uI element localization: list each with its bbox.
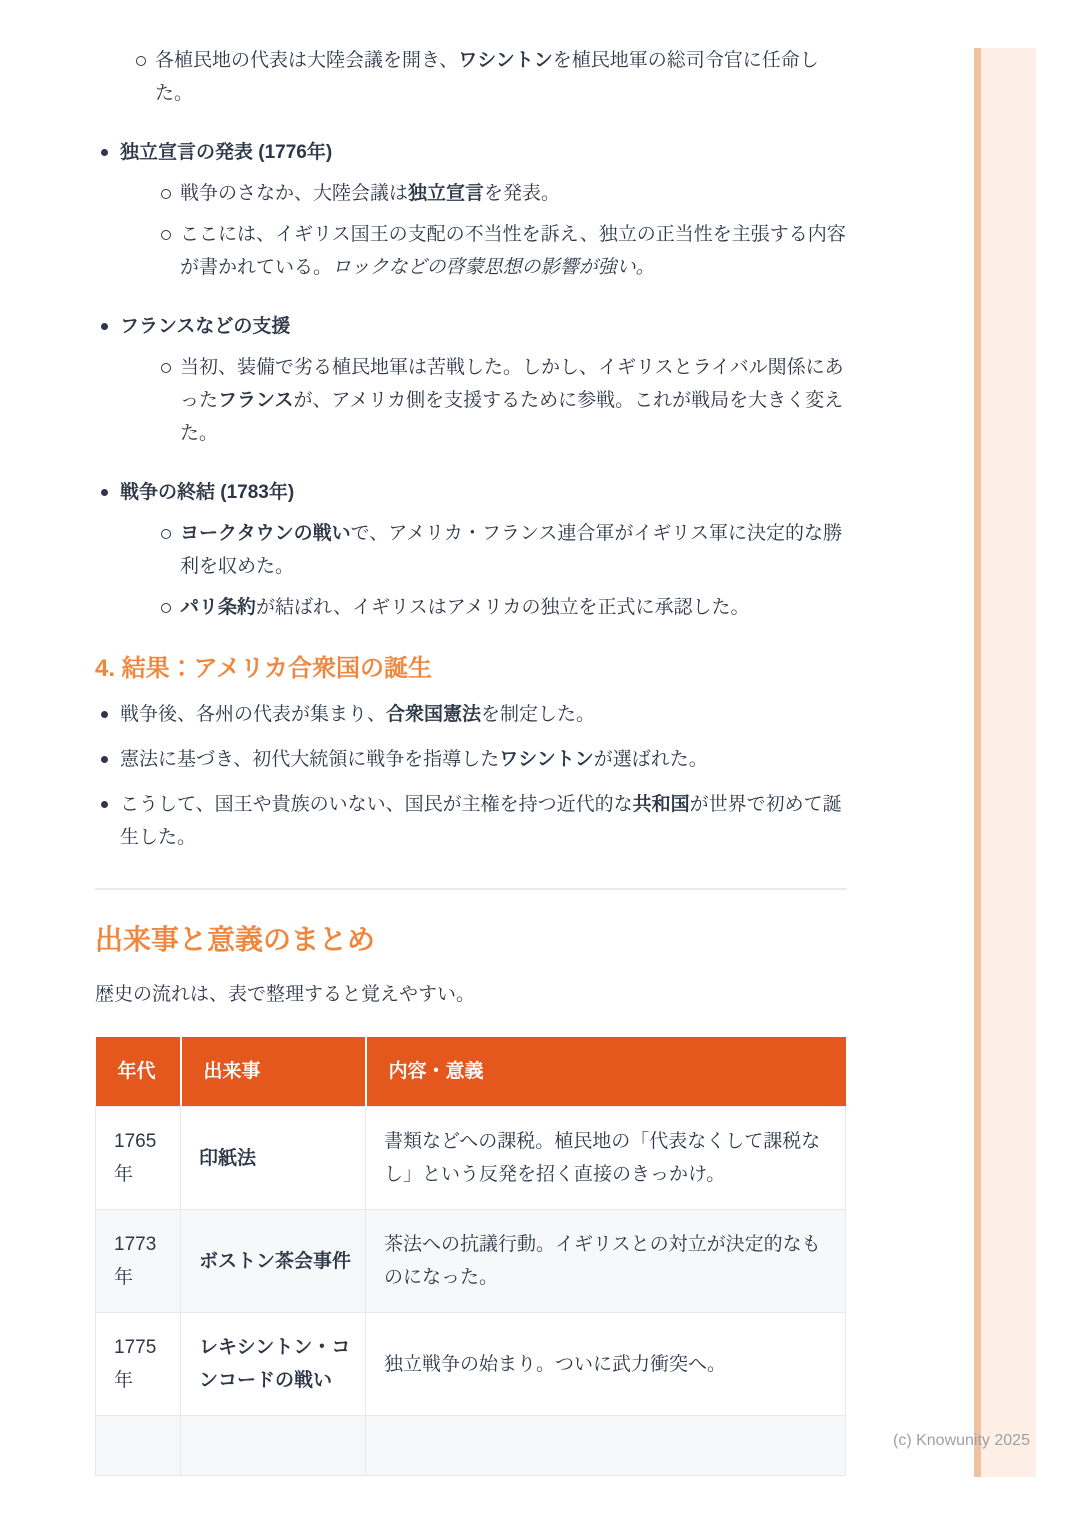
- summary-table: [95, 1037, 846, 1476]
- table-header-event: 出来事: [181, 1037, 366, 1107]
- table-header-meaning: 内容・意義: [366, 1037, 846, 1107]
- war-events-list: [95, 136, 847, 624]
- sublist: [120, 517, 847, 624]
- cell-event: レキシントン・コンコードの戦い: [181, 1313, 366, 1416]
- result-list: [95, 698, 847, 854]
- list-subitem: 当初、装備で劣る植民地軍は苦戦した。しかし、イギリスとライバル関係にあったフランスが、アメリカ側を支援するために参戦。これが戦局を大きく変えた。: [120, 351, 847, 450]
- summary-intro: 歴史の流れは、表で整理すると覚えやすい。: [95, 984, 476, 1005]
- list-item-title: 独立宣言の発表 (1776年): [120, 142, 333, 163]
- list-subitem: ヨークタウンの戦いで、アメリカ・フランス連合軍がイギリス軍に決定的な勝利を収めた。: [120, 517, 847, 583]
- table-row: [96, 1313, 846, 1416]
- list-item: こうして、国王や貴族のいない、国民が主権を持つ近代的な共和国が世界で初めて誕生した。: [95, 788, 847, 854]
- list-item-war-end: [95, 476, 847, 624]
- cell-event: ボストン茶会事件: [181, 1210, 366, 1313]
- cell-year: [96, 1416, 181, 1476]
- copyright-notice: (c) Knowunity 2025: [893, 1432, 1030, 1449]
- table-header-year: 年代: [96, 1037, 181, 1107]
- section-heading-result: 4. 結果：アメリカ合衆国の誕生: [95, 655, 433, 682]
- list-item-title: 戦争の終結 (1783年): [120, 482, 295, 503]
- cell-event: 印紙法: [181, 1107, 366, 1210]
- section-divider: [95, 888, 847, 890]
- list-subitem: ここには、イギリス国王の支配の不当性を訴え、独立の正当性を主張する内容が書かれている。ロックなどの啓蒙思想の影響が強い。: [120, 218, 847, 284]
- cell-desc: 茶法への抗議行動。イギリスとの対立が決定的なものになった。: [366, 1210, 846, 1313]
- cell-year: 1775年: [96, 1313, 181, 1416]
- list-subitem: パリ条約が結ばれ、イギリスはアメリカの独立を正式に承認した。: [120, 591, 847, 624]
- list-subitem: 戦争のさなか、大陸会議は独立宣言を発表。: [120, 177, 847, 210]
- list-item-france-support: [95, 310, 847, 450]
- list-subitem-washington-appointment: 各植民地の代表は大陸会議を開き、ワシントンを植民地軍の総司令官に任命した。: [95, 44, 847, 110]
- sublist: [120, 177, 847, 284]
- sublist: [120, 351, 847, 450]
- cell-year: 1765年: [96, 1107, 181, 1210]
- section-heading-summary: 出来事と意義のまとめ: [95, 924, 376, 955]
- cell-event: [181, 1416, 366, 1476]
- cell-desc: 独立戦争の始まり。ついに武力衝突へ。: [366, 1313, 846, 1416]
- list-item: 戦争後、各州の代表が集まり、合衆国憲法を制定した。: [95, 698, 847, 731]
- continued-sublist: [95, 44, 847, 110]
- table-row: [96, 1107, 846, 1210]
- table-row: [96, 1210, 846, 1313]
- page-edge-strip: [974, 48, 1036, 1477]
- list-item: 憲法に基づき、初代大統領に戦争を指導したワシントンが選ばれた。: [95, 743, 847, 776]
- cell-desc: [366, 1416, 846, 1476]
- document-content: [95, 44, 847, 1476]
- list-item-title: フランスなどの支援: [120, 316, 291, 337]
- cell-desc: 書類などへの課税。植民地の「代表なくして課税なし」という反発を招く直接のきっかけ。: [366, 1107, 846, 1210]
- table-header-row: [96, 1037, 846, 1107]
- table-row-partial: [96, 1416, 846, 1476]
- cell-year: 1773年: [96, 1210, 181, 1313]
- list-item-declaration: [95, 136, 847, 284]
